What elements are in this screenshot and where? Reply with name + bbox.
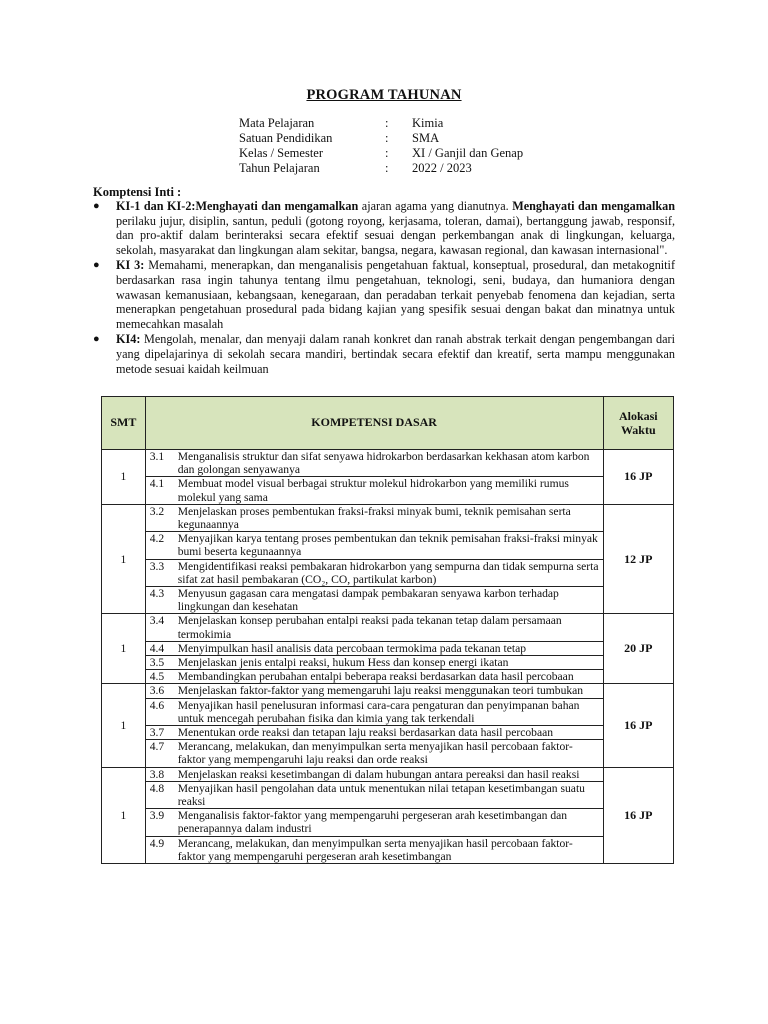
alokasi-waktu-cell: 12 JP [603, 504, 673, 614]
alokasi-waktu-cell: 20 JP [603, 614, 673, 684]
kd-number: 4.3 [149, 587, 165, 601]
kd-number: 3.9 [149, 809, 165, 823]
ki-text [116, 332, 675, 376]
meta-key: Tahun Pelajaran [239, 161, 320, 175]
ki-list [93, 199, 675, 377]
meta-colon: : [385, 116, 389, 130]
kd-item [146, 505, 603, 532]
kd-number: 3.6 [149, 684, 165, 698]
kd-number: 3.2 [149, 504, 165, 518]
meta-row [239, 146, 523, 161]
ki-heading: Komptensi Inti : [93, 185, 182, 199]
meta-key: Satuan Pendidikan [239, 131, 333, 145]
table-row [102, 767, 674, 863]
kompetensi-dasar-cell [145, 504, 603, 614]
kd-item [146, 587, 603, 613]
kd-item [146, 768, 603, 782]
kd-number: 4.9 [149, 836, 165, 850]
ki-text [116, 199, 675, 257]
kd-item [146, 684, 603, 698]
kd-text: Menjelaskan proses pembentukan fraksi-fraksi minyak bumi, teknik pemisahan serta kegunaannya [177, 504, 571, 532]
meta-value: Kimia [412, 116, 444, 130]
kd-item [146, 809, 603, 836]
kd-text: Merancang, melakukan, dan menyimpulkan serta menyajikan hasil percobaan faktor-faktor yang mempengaruhi laju reaksi dan orde reaksi [177, 740, 573, 767]
kd-item [146, 560, 603, 587]
kd-text: Membuat model visual berbagai struktur molekul hidrokarbon yang memiliki rumus molekul yang sama [177, 477, 569, 504]
semester-cell: 1 [102, 450, 146, 505]
column-header-smt: SMT [102, 397, 146, 450]
meta-row [239, 161, 523, 176]
table-header-row [102, 397, 674, 450]
kd-item [146, 726, 603, 740]
ki-code: KI4: [116, 332, 141, 347]
kompetensi-dasar-table [101, 396, 674, 864]
kd-text: Menganalisis faktor-faktor yang mempengaruhi pergeseran arah kesetimbangan dan penerapannya dalam industri [177, 809, 568, 836]
kd-text: Menjelaskan jenis entalpi reaksi, hukum Hess dan konsep energi ikatan [177, 656, 509, 670]
meta-value: XI / Ganjil dan Genap [412, 146, 524, 160]
kd-text: Mengidentifikasi reaksi pembakaran hidrokarbon yang sempurna dan tidak sempurna serta sifat zat hasil pembakaran (CO₂, CO, partikulat karbon) [177, 559, 599, 586]
ki-code: KI-1 dan KI-2: [116, 199, 196, 213]
table-row [102, 504, 674, 614]
kd-text: Menyimpulkan hasil analisis data percobaan termokima pada tekanan tetap [177, 641, 527, 655]
ki-item-3 [93, 258, 675, 331]
kd-number: 4.2 [149, 532, 165, 546]
ki-body: Mengolah, menalar, dan menyaji dalam ranah konkret dan ranah abstrak terkait dengan pengembangan dari yang dipelajarinya di sekolah secara mandiri, bertindak secara efektif dan kreatif, serta mampu menggunakan metode sesuai kaidah keilmuan [116, 332, 675, 376]
kd-text: Menyajikan karya tentang proses pembentukan dan teknik pemisahan fraksi-fraksi minyak bumi beserta kegunaannya [177, 532, 598, 559]
bullet-icon: ● [93, 333, 100, 346]
meta-colon: : [385, 131, 389, 145]
ki-body: perilaku jujur, disiplin, santun, peduli (gotong royong, kerjasama, toleran, damai), bertanggung jawab, responsif, dan pro-aktif dalam berinteraksi secara efektif sesuai dengan perkembangan anak di lingkungan, keluarga, sekolah, masyarakat dan lingkungan alam sekitar, bangsa, negara, kawasan regional, dan kawasan internasional". [116, 213, 675, 257]
meta-colon: : [385, 146, 389, 160]
kd-number: 4.5 [149, 670, 165, 684]
page-title: PROGRAM TAHUNAN [306, 87, 462, 103]
kd-item [146, 642, 603, 656]
kd-text: Menjelaskan faktor-faktor yang memengaruhi laju reaksi menggunakan teori tumbukan [177, 684, 584, 698]
kd-number: 4.4 [149, 641, 165, 655]
column-header-kompetensi-dasar: KOMPETENSI DASAR [145, 397, 603, 450]
kd-text: Menyusun gagasan cara mengatasi dampak pembakaran senyawa karbon terhadap lingkungan dan kesehatan [177, 587, 559, 614]
kd-item [146, 532, 603, 559]
table-row [102, 684, 674, 767]
ki-body: ajaran agama yang dianutnya. [358, 199, 513, 213]
kd-item [146, 782, 603, 809]
document-metadata [239, 116, 523, 176]
kd-number: 3.3 [149, 559, 165, 573]
kd-number: 3.5 [149, 656, 165, 670]
kd-text: Menyajikan hasil pengolahan data untuk menentukan nilai tetapan kesetimbangan suatu reaksi [177, 781, 585, 809]
kd-number: 4.1 [149, 477, 165, 491]
meta-value: SMA [412, 131, 440, 145]
kd-item [146, 614, 603, 641]
kd-item [146, 656, 603, 670]
kd-text: Membandingkan perubahan entalpi beberapa reaksi berdasarkan data hasil percobaan [177, 670, 574, 684]
kompetensi-dasar-cell [145, 450, 603, 505]
semester-cell: 1 [102, 767, 146, 863]
kd-number: 4.7 [149, 740, 165, 754]
meta-row [239, 116, 523, 131]
alokasi-waktu-cell: 16 JP [603, 450, 673, 505]
kd-text: Menganalisis struktur dan sifat senyawa hidrokarbon berdasarkan kekhasan atom karbon dan golongan senyawanya [177, 450, 590, 477]
kd-number: 4.8 [149, 781, 165, 795]
ki-bold-phrase: Menghayati dan mengamalkan [512, 199, 675, 213]
ki-item-1-2 [93, 199, 675, 257]
kd-item [146, 699, 603, 726]
meta-row [239, 131, 523, 146]
kd-number: 4.6 [149, 698, 165, 712]
kd-item [146, 740, 603, 766]
kd-text: Merancang, melakukan, dan menyimpulkan serta menyajikan hasil percobaan faktor-faktor yang mempengaruhi pergeseran arah kesetimbangan [177, 836, 573, 863]
ki-bold-phrase: Menghayati dan mengamalkan [195, 199, 359, 213]
kd-item [146, 670, 603, 683]
meta-key: Mata Pelajaran [239, 116, 315, 130]
alokasi-waktu-cell: 16 JP [603, 684, 673, 767]
meta-value: 2022 / 2023 [412, 161, 472, 175]
semester-cell: 1 [102, 684, 146, 767]
kd-item [146, 450, 603, 477]
table-row [102, 614, 674, 684]
alokasi-waktu-cell: 16 JP [603, 767, 673, 863]
header-alokasi: Alokasi [618, 409, 658, 423]
meta-key: Kelas / Semester [239, 146, 324, 160]
kompetensi-dasar-cell [145, 767, 603, 863]
header-waktu: Waktu [620, 423, 656, 437]
kompetensi-dasar-cell [145, 614, 603, 684]
table-row [102, 450, 674, 505]
kompetensi-dasar-cell [145, 684, 603, 767]
kd-text: Menjelaskan reaksi kesetimbangan di dalam hubungan antara pereaksi dan hasil reaksi [177, 767, 580, 781]
kd-item [146, 837, 603, 863]
ki-code: KI 3: [116, 258, 145, 273]
meta-colon: : [385, 161, 389, 175]
kd-text: Menentukan orde reaksi dan tetapan laju reaksi berdasarkan data hasil percobaan [177, 726, 554, 740]
kd-text: Menjelaskan konsep perubahan entalpi reaksi pada tekanan tetap dalam persamaan termokimia [177, 614, 562, 641]
ki-item-4 [93, 332, 675, 376]
kd-number: 3.4 [149, 614, 165, 628]
kd-text: Menyajikan hasil penelusuran informasi cara-cara pengaturan dan penyimpanan bahan untuk mencegah perubahan fisika dan kimia yang tak terkendali [177, 698, 580, 725]
ki-text [116, 258, 675, 331]
semester-cell: 1 [102, 504, 146, 614]
ki-body: Memahami, menerapkan, dan menganalisis pengetahuan faktual, konseptual, prosedural, dan metakognitif berdasarkan rasa ingin tahunya tentang ilmu pengetahuan, teknologi, seni, budaya, dan humaniora dengan wawasan kemanusiaan, kebangsaan, kenegaraan, dan peradaban terkait penyebab fenomena dan kejadian, serta menerapkan pengetahuan prosedural pada bidang kajian yang spesifik sesuai dengan bakat dan minatnya untuk memecahkan masalah [116, 258, 676, 331]
semester-cell: 1 [102, 614, 146, 684]
kd-number: 3.7 [149, 726, 165, 740]
kd-number: 3.1 [149, 450, 165, 463]
bullet-icon: ● [93, 259, 100, 272]
column-header-alokasi-waktu [603, 397, 673, 450]
kd-item [146, 477, 603, 503]
bullet-icon: ● [93, 200, 100, 212]
kd-number: 3.8 [149, 767, 165, 781]
